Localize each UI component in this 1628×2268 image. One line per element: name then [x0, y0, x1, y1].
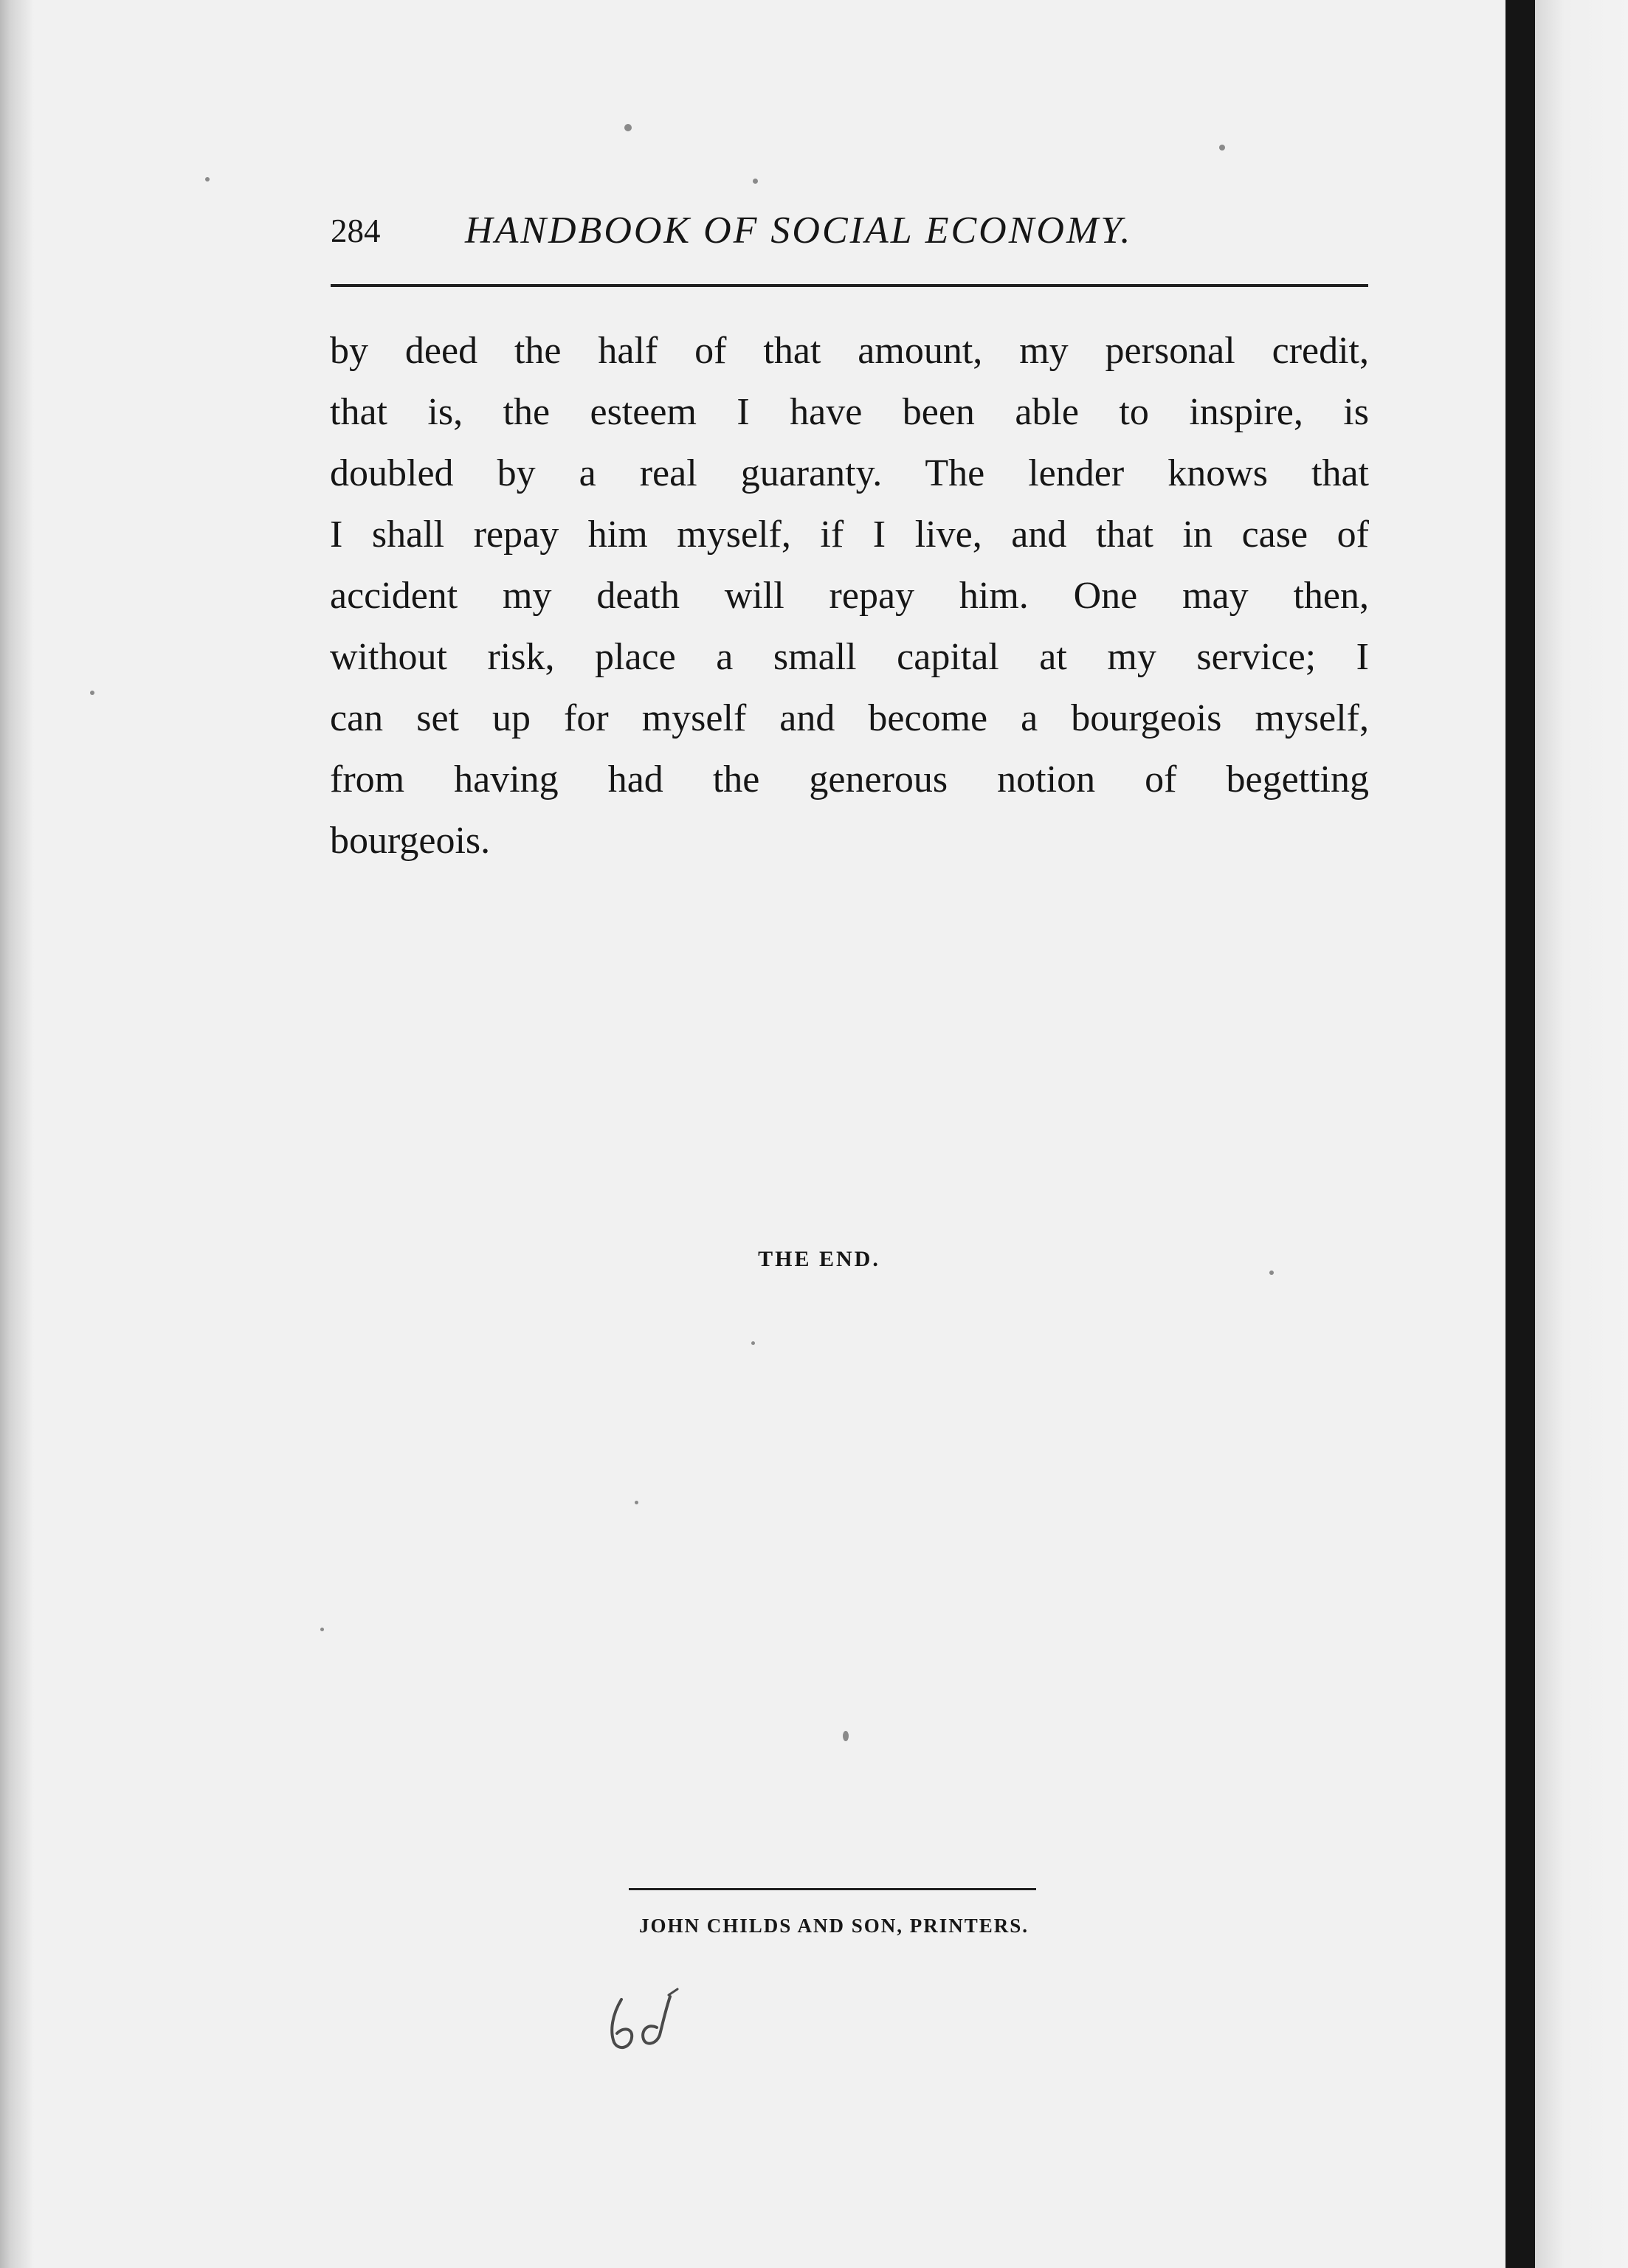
paper-speck	[90, 691, 94, 695]
the-end: THE END.	[758, 1247, 880, 1271]
text-line: doubled by a real guaranty. The lender knows that	[330, 452, 1369, 494]
text-line: without risk, place a small capital at my service; I	[330, 636, 1369, 678]
page-header	[331, 205, 1367, 257]
handwritten-pencil-mark	[605, 1985, 686, 2058]
running-title: HANDBOOK OF SOCIAL ECONOMY.	[465, 210, 1133, 252]
imprint-rule	[629, 1888, 1036, 1890]
text-line: from having had the generous notion of begetting	[330, 758, 1369, 801]
text-line: I shall repay him myself, if I live, and that in case of	[330, 514, 1369, 556]
paper-speck	[320, 1628, 324, 1631]
paper-speck	[635, 1501, 638, 1504]
text-line: can set up for myself and become a bourgeois myself,	[330, 697, 1369, 739]
page-left-edge-shadow	[0, 0, 34, 2268]
paper-speck	[205, 177, 210, 181]
paper-speck	[624, 124, 632, 131]
body-text	[330, 320, 1369, 871]
header-rule	[331, 284, 1368, 287]
paper-speck	[753, 179, 758, 184]
paper-speck	[751, 1341, 755, 1345]
page-number: 284	[331, 212, 381, 249]
paper-speck	[1219, 145, 1225, 151]
text-line: accident my death will repay him. One may then,	[330, 575, 1369, 617]
text-line: bourgeois.	[330, 820, 491, 862]
paper-speck	[1269, 1270, 1274, 1275]
text-line: that is, the esteem I have been able to inspire, is	[330, 391, 1369, 433]
paper-speck	[843, 1731, 849, 1741]
text-line: by deed the half of that amount, my personal credit,	[330, 330, 1369, 372]
facing-page-edge	[1535, 0, 1628, 2268]
printer-imprint: JOHN CHILDS AND SON, PRINTERS.	[638, 1915, 1029, 1937]
book-spine-shadow	[1505, 0, 1535, 2268]
